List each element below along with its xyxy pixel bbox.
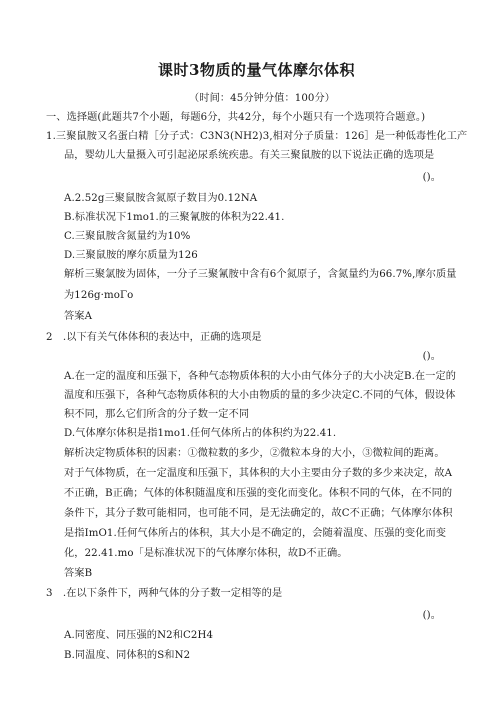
q1-stem-line1: 1.三聚鼠胺又名蛋白精［分子式：C3N3(NH2)3,相对分子质量：126］是一种低毒性化工产 <box>46 131 468 142</box>
q1-stem-line2: 品，婴幼儿大量摄入可引起泌尿系统疾患。有关三聚鼠胺的以下说法正确的选项是 <box>64 150 435 161</box>
q2-answer-paren: ()。 <box>422 351 441 362</box>
q2-analysis-line6: 化，22.41.mo「是标准状况下的气体摩尔体积，故D不正确。 <box>64 548 348 559</box>
q2-line4: D.气体摩尔体积是指1mo1.任何气体所占的体积约为22.41. <box>64 428 337 439</box>
q2-analysis-line1: 解析决定物质体积的因素：①微粒数的多少，②微粒本身的大小，③微粒间的距离。 <box>64 448 445 459</box>
q2-analysis-line3: 不正确，B正确；气体的体积随温度和压强的变化而变化。体积不同的气体，在不同的 <box>64 488 453 499</box>
q3-option-a: A.同密度、同压强的N2和C2H4 <box>64 630 214 641</box>
q2-analysis-line4: 条件下，其分子数可能相同，也可能不同，是无法确定的，故C不正确；气体摩尔体积 <box>64 508 453 519</box>
q3-option-b: B.同温度、同体积的S和N2 <box>64 650 191 661</box>
q2-analysis-line2: 对于气体物质，在一定温度和压强下，其体积的大小主要由分子数的多少来决定，故A <box>64 468 453 479</box>
q2-line1: A.在一定的温度和压强下，各种气态物质体积的大小由气体分子的大小决定B.在一定的 <box>64 371 457 382</box>
q2-answer: 答案B <box>64 568 93 579</box>
q1-option-a: A.2.52g三聚鼠胺含氮原子数目为0.12NA <box>64 193 258 204</box>
doc-title: 课时3物质的量气体摩尔体积 <box>158 61 355 79</box>
q1-option-c: C.三聚鼠胺含氮量约为10% <box>64 231 191 242</box>
q3-stem: 3 .在以下条件下，两种气体的分子数一定相等的是 <box>46 588 283 599</box>
q1-analysis-line1: 解析三聚氯胺为固体，一分子三聚氰胺中含有6个氮原子，含氮量约为66.7%,摩尔质量 <box>64 269 457 280</box>
q2-line2: 温度和压强下，各种气态物质体积的大小由物质的量的多少决定C.不同的气体，假设体 <box>64 390 456 401</box>
q1-answer: 答案A <box>64 311 93 322</box>
q1-option-d: D.三聚鼠胺的摩尔质量为126 <box>64 250 198 261</box>
section-heading: 一、选择题(此题共7个小题，每题6分，共42分，每个小题只有一个选项符合题意。) <box>46 112 426 123</box>
q1-option-b: B.标准状况下1mo1.的三聚氰胺的体积为22.41. <box>64 212 285 223</box>
q1-analysis-line2: 为126g·moΓo <box>64 290 134 301</box>
q1-answer-paren: ()。 <box>422 172 441 183</box>
q2-stem: 2 .以下有关气体体积的表达中，正确的选项是 <box>46 332 262 343</box>
q2-analysis-line5: 是指ImO1.任何气体所占的体积，其大小是不确定的，会随着温度、压强的变化而变 <box>64 528 447 539</box>
doc-meta: （时间：45分钟分值：100分） <box>189 93 336 104</box>
q2-line3: 积不同，那么它们所含的分子数一定不同 <box>64 409 250 420</box>
q3-answer-paren: ()。 <box>422 610 441 621</box>
